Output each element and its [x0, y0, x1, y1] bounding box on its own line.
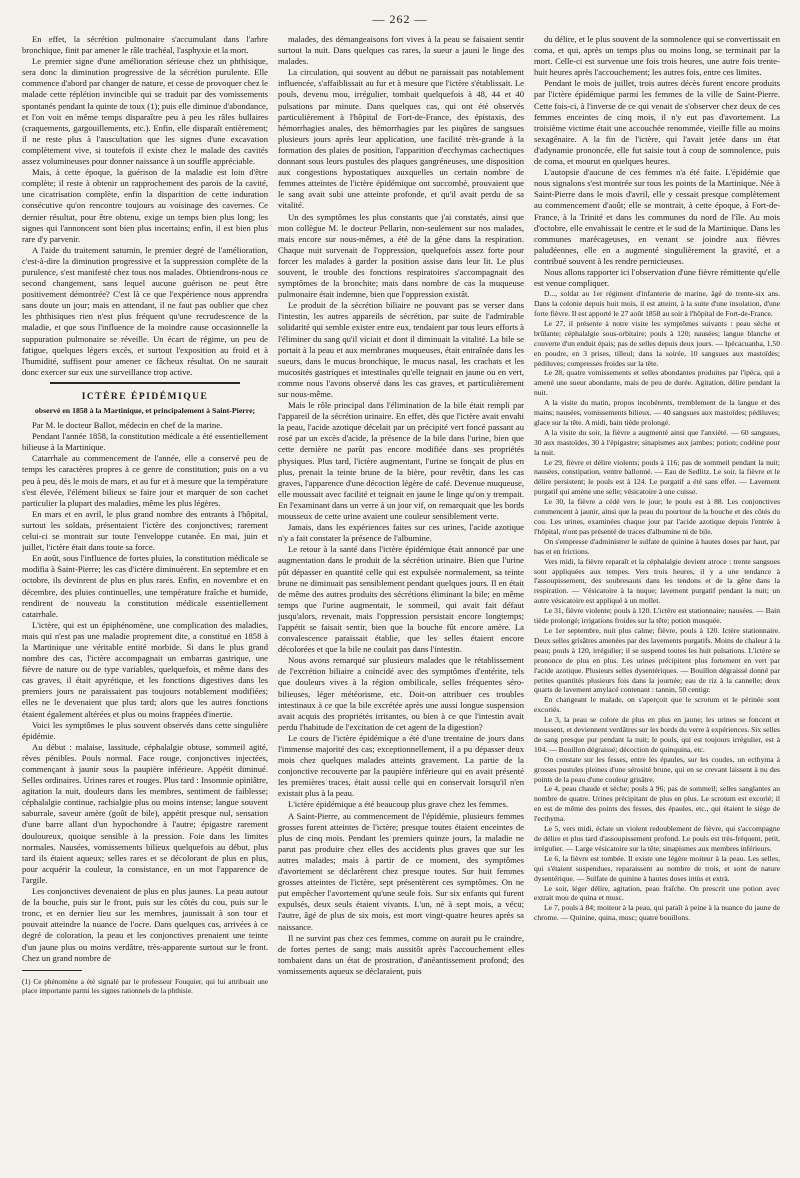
paragraph: Le retour à la santé dans l'ictère épidémique était annoncé par une augmentation dans le produit de la sécrétion urinaire. Bien que l'urine pût dépasser en quantité celle qui est expulsée normalement, sa teinte brune ne diminuait pas sensiblement pendant quelques jours. Il en était de même des autres produits des sécrétions éliminant la bile; en même temps que l'urine augmentait, le sommeil, qui avait fait défaut jusqu'alors, revenait, mais l'oppression persistait encore longtemps; l'appétit se faisait sentir, bien que la bouche fût encore amère. La convalescence paraissait établie, que les selles étaient encore décolorées et que la bile ne coulait pas dans l'intestin. — [278, 544, 524, 655]
paragraph: Le premier signe d'une amélioration sérieuse chez un phthisique, sera donc la diminution progressive de la sécrétion purulente. Elle commence d'abord par changer de nature, et cesse de provoquer chez le malade cette réplétion invincible qui se traduit par des vomissements spontanés pendant la quinte de toux (1); puis elle diminue d'abondance, et l'on voit en même temps disparaître peu à peu les râles bullaires (craquements, gargouillements, etc.). Enfin, elle disparaît entièrement; il ne reste plus à l'auscultation que les signes d'une excavation complètement vive, si toutefois il existe chez le malade des cavités assez volumineuses pour donner naissance à un souffle appréciable. — [22, 56, 268, 167]
column-right — [534, 34, 780, 1168]
paragraph: Nous allons rapporter ici l'observation d'une fièvre rémittente qu'elle est venue compliquer. — [534, 266, 780, 289]
observation-entry: Le 31, fièvre violente; pouls à 120. L'ictère est stationnaire; nausées. — Bain tiède prolongé; irrigations froides sur la tête; potion musquée. — [534, 606, 780, 626]
paragraph: Nous avons remarqué sur plusieurs malades que le rétablissement de l'excrétion biliaire a coïncidé avec des symptômes d'entérite, tels que douleurs vives à la région ombilicale, selles fréquentes séro-bilieuses, léger météorisme, etc. Doit-on attribuer ces troubles intestinaux à ce que la bile excrétée après une aussi longue suspension avait acquis des propriétés irritantes, ou bien à ce que l'intestin avait perdu l'habitude de l'excitation de cet agent de la digestion? — [278, 655, 524, 732]
column-middle — [278, 34, 524, 1168]
footnote-divider — [22, 970, 82, 971]
observation-entry: D..., soldat au 1er régiment d'infanterie de marine, âgé de trente-six ans. Dans la colonie depuis huit mois, il est atteint, à la suite d'une insolation, d'une forte fièvre. Il est apporté le 27 août 1858 au soir à l'hôpital de Fort-de-France. — [534, 289, 780, 318]
observation-entry: Le 5, vers midi, éclate un violent redoublement de fièvre, qui s'accompagne de délire et plus tard d'assoupissement profond. Le pouls est très-fréquent, petit, irrégulier. — Large vésicatoire sur la tête; sinapismes aux membres inférieurs. — [534, 824, 780, 853]
text-columns — [22, 34, 780, 1168]
observation-entry: Vers midi, la fièvre reparaît et la céphalalgie devient atroce : trente sangsues sont appliquées aux tempes. Vers trois heures, il y a une tendance à l'assoupissement, des soubresauts dans les tendons et de la gêne dans la respiration. — Vésicatoire à la nuque; lavement purgatif pendant la nuit; un autre vésicatoire est appliqué à un mollet. — [534, 556, 780, 606]
observation-entry: Le 27, il présente à notre visite les symptômes suivants : peau sèche et brûlante; céphalalgie sous-orbitaire; pouls à 120; nausées; langue blanche et couverte d'un enduit épais; pas de selles depuis deux jours. — Ipécacuanha, 1,50 en poudre, en 3 prises, tilleul; dans la soirée, 10 sangsues aux mastoïdes; pédiluves; compresses froides sur la tête. — [534, 318, 780, 368]
paragraph: Voici les symptômes le plus souvent observés dans cette singulière épidémie. — [22, 719, 268, 741]
paragraph: Le produit de la sécrétion biliaire ne pouvant pas se verser dans l'intestin, les autres appareils de sécrétion, par suite de l'admirable solidarité qui semble exister entre eux, tendaient par tous leurs efforts à l'éliminer du sang qu'il viciait et dont il diminuait la vitalité. La bile se portait à la peau et aux membranes muqueuses, était entraînée dans les sueurs, dans le mucus bronchique, le mucus nasal, les crachats et les mucosités gastriques et intestinales qu'elle teignait en jaune ou en vert, comme nous l'avons observé dans les cas graves, et particulièrement sur nous-même. — [278, 300, 524, 399]
section-title: ICTÈRE ÉPIDÉMIQUE — [81, 391, 209, 402]
observation-entry: On constate sur les fesses, entre les épaules, sur les coudes, un ecthyma à grosses pustules pleines d'une sérosité brune, qui en se crevant laissent à nu des points de la peau d'une couleur grisâtre. — [534, 754, 780, 784]
paragraph: L'autopsie d'aucune de ces femmes n'a été faite. L'épidémie que nous signalons s'est montrée sur tous les points de la Martinique. Née à Saint-Pierre dans le mois d'avril, elle y cessait presque complètement au commencement d'août; elle se montrait, à cette époque, à Fort-de-France, à la Trinité et dans les communes du nord de l'île. Au mois d'octobre, elle envahissait le centre et le sud de la Martinique. Dans les communes marécageuses, en venant se joindre aux fièvres paludéennes, elle en a augmenté singulièrement la gravité, et a contribué souvent à les rendre pernicieuses. — [534, 167, 780, 266]
observation-block — [534, 289, 780, 923]
paragraph: Au début : malaise, lassitude, céphalalgie obtuse, sommeil agité, rêves pénibles. Pouls normal. Face rouge, conjonctives injectées, commençant à jaunir sous la paupière inférieure. Appétit diminué. Selles ordinaires. Urines rares et rouges. Plus tard : Insomnie opiniâtre, agitation la nuit, douleurs dans les membres, sentiment de faiblesse; céphalalgie continue, rachialgie plus ou moins intense; langue souvent saburrale, saveur amère (goût de bile), appétit presque nul, sensation d'une barre allant d'un hypochondre à l'autre; épigastre rarement douloureux, quoique sensible à la pression. Foie dans les limites normales. Nausées, vomissements bilieux quelquefois au début, plus tard ils étaient aqueux; selles rares et se décolorant de plus en plus, pour acquérir la couleur, la consistance, en un mot l'apparence de l'argile. — [22, 741, 268, 885]
author-line: Par M. le docteur Ballot, médecin en chef de la marine. — [32, 420, 223, 431]
section-divider — [50, 382, 240, 384]
paragraph: Un des symptômes les plus constants que j'ai constatés, ainsi que mon collègue M. le docteur Pellarin, non-seulement sur nos malades, mais encore sur nous-mêmes, a été de la gêne dans la respiration. Chaque nuit survenait de l'oppression, quelquefois assez forte pour forcer les malades à garder la position assise dans leur lit. Le plus souvent, le trouble des fonctions respiratoires s'accompagnait des symptômes de la bronchite; mais dans nombre de cas la muqueuse pulmonaire était indemne, bien que l'oppression existât. — [278, 211, 524, 300]
observation-entry: Le soir, léger délire, agitation, peau fraîche. On prescrit une potion avec extrait mou de quina et musc. — [534, 883, 780, 903]
paragraph: Le cours de l'ictère épidémique a été d'une trentaine de jours dans l'immense majorité des cas; exceptionnellement, il a pu dépasser deux mois chez quelques malades atteints gravement. La partie de la conjonctive recouverte par la paupière inférieure qui en avait présenté les premières traces, était aussi celle qui en conservait lorsqu'il n'en existait plus à la peau. — [278, 732, 524, 799]
observation-entry: Le 6, la fièvre est tombée. Il existe une légère moiteur à la peau. Les selles, qui s'étaient suspendues, reparaissent au nombre de trois, et sont de nature dysentérique. — Sulfate de quinine à hautes doses intùs et extrà. — [534, 853, 780, 883]
paragraph: Jamais, dans les expériences faites sur ces urines, l'acide azotique n'y a fait constater la présence de l'albumine. — [278, 522, 524, 544]
paragraph: Mais le rôle principal dans l'élimination de la bile était rempli par l'appareil de la sécrétion urinaire. En effet, dès que l'ictère avait envahi la peau, l'acide azotique décelait par un précipité vert foncé passant au rosé par un excès d'acide, la présence de la bile dans l'urine, bien que cette dernière ne parût pas encore modifiée dans ses propriétés physiques. Plus tard, l'ictère augmentant, l'urine se fonçait de plus en plus, prenait la teinte brune de la bière, pour revêtir, dans les cas graves, l'apparence d'une décoction légère de café. Devenue muqueuse, elle moussait avec facilité et teignait en jaune le linge qu'on y trempait. En l'examinant dans un verre à un jour vif, on remarquait que les bords mousseux de cette urine avaient une couleur sensiblement verte. — [278, 400, 524, 522]
observation-entry: Le 1er septembre, nuit plus calme; fièvre, pouls à 120. Ictère stationnaire. Deux selles grisâtres amenées par des lavements purgatifs. Moins de chaleur à la peau; pouls à 120, irrégulier; il se suspend toutes les huit pulsations. L'ictère se prononce de plus en plus. Les urines précipitent plus fortement en vert par l'acide azotique. Plusieurs selles dysentériques. — Bouillon dégraissé donné par petites quantités plusieurs fois dans la journée; eau de riz à la cannelle; deux quarts de lavement amylacé contenant : tannin, 50 centigr. — [534, 625, 780, 695]
observation-entry: A la visite du matin, propos incohérents, tremblement de la langue et des mains; nausées, vomissements bilieux. — 40 sangsues aux mastoïdes; pédiluves; glace sur la tête. A midi, bain tiède prolongé. — [534, 398, 780, 427]
section-subtitle: observé en 1858 à la Martinique, et principalement à Saint-Pierre; — [34, 406, 256, 415]
paragraph: Les conjonctives devenaient de plus en plus jaunes. La peau autour de la bouche, puis sur le front, puis sur les côtés du cou, puis sur le tronc, et en dernier lieu sur les membres, jaunissait à son tour et pouvait atteindre la nuance de l'ocre. Dans quelques cas, arrivées à ce degré de coloration, la peau et les conjonctives prenaient une teinte d'un jaune plus ou moins verdâtre, très-apparente surtout sur le front. Chez un grand nombre de — [22, 886, 268, 963]
observation-entry: Le 28, quatre vomissements et selles abondantes produites par l'ipéca, qui a amené une sueur abondante, mais de peu de durée. Agitation, délire pendant la nuit. — [534, 368, 780, 398]
paragraph: A Saint-Pierre, au commencement de l'épidémie, plusieurs femmes grosses furent atteintes de l'ictère; presque toutes étaient enceintes de plus de cinq mois. Pendant les premiers quinze jours, la maladie ne parut pas produire chez elles des accidents plus graves que sur les autres malades; mais à partir de ce moment, des symptômes d'avortement se déclarèrent chez presque toutes. Sur huit femmes grosses atteintes de l'ictère, sept présentèrent ces symptômes. On ne put empêcher l'avortement qu'une seule fois. Sur six enfants qui furent expulsés, deux seuls étaient vivants. L'un, né à sept mois, a vécu; l'autre, âgé de plus de six mois, est mort vingt-quatre heures après sa naissance. — [278, 810, 524, 932]
footnote: (1) Ce phénomène a été signalé par le professeur Fouquier, qui lui attribuait une place importante parmi les signes rationnels de la phthisie. — [22, 976, 268, 996]
observation-entry: On s'empresse d'administrer le sulfate de quinine à hautes doses par haut, par bas et en frictions. — [534, 536, 780, 556]
observation-entry: Le 4, peau chaude et sèche; pouls à 96; pas de sommeil; selles sanglantes au nombre de quatre. Urines précipitant de plus en plus. Le scrotum est excorié; il en est de même des points des fesses, des épaules, etc., qui étaient le siège de l'ecthyma. — [534, 784, 780, 824]
paragraph: En mars et en avril, le plus grand nombre des entrants à l'hôpital, surtout les soldats, présentaient l'ictère des conjonctives; rarement celui-ci se montrait sur toute l'enveloppe cutanée. En mai, juin et juillet, l'ictère était dans toute sa force. — [22, 508, 268, 553]
paragraph: Mais, à cette époque, la guérison de la maladie est loin d'être complète; il reste à obtenir un rapprochement des parois de la cavité, une cicatrisation complète, enfin la disparition de cette induration consécutive qu'on rencontre toujours au voisinage des cavernes. Ce dernier résultat, pour être obtenu, exige un temps bien plus long; les signes qui l'annoncent sont bien plus incertains; enfin, il est bien plus rare d'y parvenir. — [22, 167, 268, 244]
observation-entry: Le 3, la peau se colore de plus en plus en jaune; les urines se foncent et moussent, et deviennent verdâtres sur les bords du verre à expériences. Six selles de sang presque pur pendant la nuit; le pouls, qui est toujours irrégulier, est à 104. — Bouillon dégraissé; décoction de quinquina, etc. — [534, 715, 780, 754]
paragraph: L'ictère, qui est un épiphénomène, une complication des maladies, mais qui n'est pas une maladie proprement dite, a constitué en 1858 à la Martinique une véritable entité morbide. Si dans le plus grand nombre des cas, l'ictère accompagnait un embarras gastrique, une fièvre de nature ou de type variables, quelquefois, et même dans des cas graves, il était apyrétique, et les fonctions digestives dans les premiers jours ne paraissaient pas toujours notablement modifiées; elles ne le devenaient que plus tard; alors que les autres fonctions étaient également altérées et plus ou moins frappées d'inertie. — [22, 619, 268, 719]
paragraph: Catarrhale au commencement de l'année, elle a conservé peu de temps les caractères propres à ce genre de constitution; puis on a vu peu à peu, dès le mois de mars, et au fur et à mesure que la température s'est élevée, l'élément bilieux se faire jour et marquer de son cachet particulier la plupart des maladies, même les plus légères. — [22, 453, 268, 508]
paragraph: En août, sous l'influence de fortes pluies, la constitution médicale se modifia à Saint-Pierre; les cas d'ictère diminuèrent. En septembre et en octobre, ils devinrent de plus en plus rares. Enfin, en novembre et en décembre, des pluies continuelles, une température fraîche et humide, rendirent de nouveau la constitution médicale essentiellement catarrhale. — [22, 553, 268, 619]
paragraph: L'ictère épidémique a été beaucoup plus grave chez les femmes. — [288, 799, 509, 810]
observation-entry: Le 7, pouls à 84; moiteur à la peau, qui paraît à peine à la nuance du jaune de chrome. — Quinine, quina, musc; quatre bouillons. — [534, 903, 780, 923]
paragraph: Pendant le mois de juillet, trois autres décès furent encore produits par l'ictère épidémique parmi les femmes de la ville de Saint-Pierre. Cette fois-ci, à l'inverse de ce qui venait de s'observer chez deux de ces femmes enceintes de cinq mois, il n'y eut pas d'avortement. La troisième victime était une accouchée renommée, vieille fille au moins sexagénaire. A la fin de l'ictère, qui l'avait jetée dans un état d'adynamie prononcée, elle fut saisie tout à coup de somnolence, puis de coma, et mourut en quelques heures. — [534, 78, 780, 167]
paragraph: malades, des démangeaisons fort vives à la peau se faisaient sentir surtout la nuit. Dans quelques cas rares, la sueur a jauni le linge des malades. — [278, 34, 524, 67]
paragraph: Pendant l'année 1858, la constitution médicale a été essentiellement bilieuse à la Martinique. — [22, 431, 268, 453]
observation-entry: Le 30, la fièvre a cédé vers le jour; le pouls est à 88. Les conjonctives commencent à jaunir, ainsi que la peau du pourtour de la bouche et des côtés du cou. Les urines, examinées chaque jour par l'acide azotique depuis l'entrée à l'hôpital, n'ont pas présenté de traces d'albumine ni de bile. — [534, 497, 780, 536]
paragraph: En effet, la sécrétion pulmonaire s'accumulant dans l'arbre bronchique, finit par amener le râle trachéal, l'asphyxie et la mort. — [22, 34, 268, 56]
paragraph: du délire, et le plus souvent de la somnolence qui se convertissait en coma, et qui, après un temps plus ou moins long, se terminait par la mort. Celle-ci est survenue une fois trois heures, une autre fois trente-huit heures après l'accouchement; les autres fois, entre ces limites. — [534, 34, 780, 78]
column-left — [22, 34, 268, 1168]
paragraph: La circulation, qui souvent au début ne paraissait pas notablement influencée, s'affaiblissait au fur et à mesure que l'ictère s'établissait. Le pouls, devenu mou, irrégulier, tombait quelquefois à 48, 44 et 40 pulsations par minute. Dans quelques cas, qui ont été observés particulièrement à l'hôpital de Fort-de-France, des épistaxis, des hémorrhagies anales, des hémorrhagies par les piqûres de sangsues plusieurs jours après leur application, une facilité très-grande à la formation des plaies de position, l'apparition d'ecchymas cachectiques donnant sous leurs pustules des plaques gangréneuses, une disposition aux congestions hypostatiques auxquelles un certain nombre de femmes atteintes de l'ictère épidémique ont succombé, prouvaient que le sang avait subi une atteinte profonde, et qu'il avait perdu de sa vitalité. — [278, 67, 524, 211]
observation-entry: En changeant le malade, on s'aperçoit que le scrotum et le périnée sont excoriés. — [534, 695, 780, 715]
paragraph: A l'aide du traitement saturnin, le premier degré de l'amélioration, c'est-à-dire la diminution progressive et la suppression complète de la purulence, s'est manifesté chez tous nos malades. Obtiendrons-nous ce second changement, sans lequel aucune guérison ne peut être positivement démontrée? C'est là ce que l'expérience nous apprendra sans doute un jour; mais en attendant, il ne faut pas oublier que chez les phthisiques rien n'est plus fréquent qu'une recrudescence de la maladie, et que sous l'influence de la moindre cause occasionnelle la suppuration pulmonaire se réveille. Un écart de régime, un peu de fatigue, quelques légers excès, et surtout l'exposition au froid et à l'humidité, suffisent pour amener ce fâcheux résultat. On ne saurait donc exercer sur eux une surveillance trop active. — [22, 244, 268, 377]
page-number: — 262 — — [372, 12, 428, 26]
paragraph: Il ne survint pas chez ces femmes, comme on aurait pu le craindre, de fortes pertes de sang; mais aussitôt après l'accouchement elles tombaient dans un état de prostration, d'anéantissement profond; des vomissements aqueux se déclaraient, puis — [278, 932, 524, 976]
observation-entry: A la visite du soir, la fièvre a augmenté ainsi que l'anxiété. — 60 sangsues, 30 aux mastoïdes, 30 à l'épigastre; sinapismes aux jambes; potion; codéine pour la nuit. — [534, 427, 780, 457]
observation-entry: Le 29, fièvre et délire violents; pouls à 116; pas de sommeil pendant la nuit; nausées, constipation, ventre ballonné. — Eau de Sedlitz. Le soir, la fièvre et le délire persistent; le pouls est à 124. Le purgatif a été sans effet. — Lavement purgatif qui amène une selle; vésicatoire à une cuisse. — [534, 457, 780, 497]
